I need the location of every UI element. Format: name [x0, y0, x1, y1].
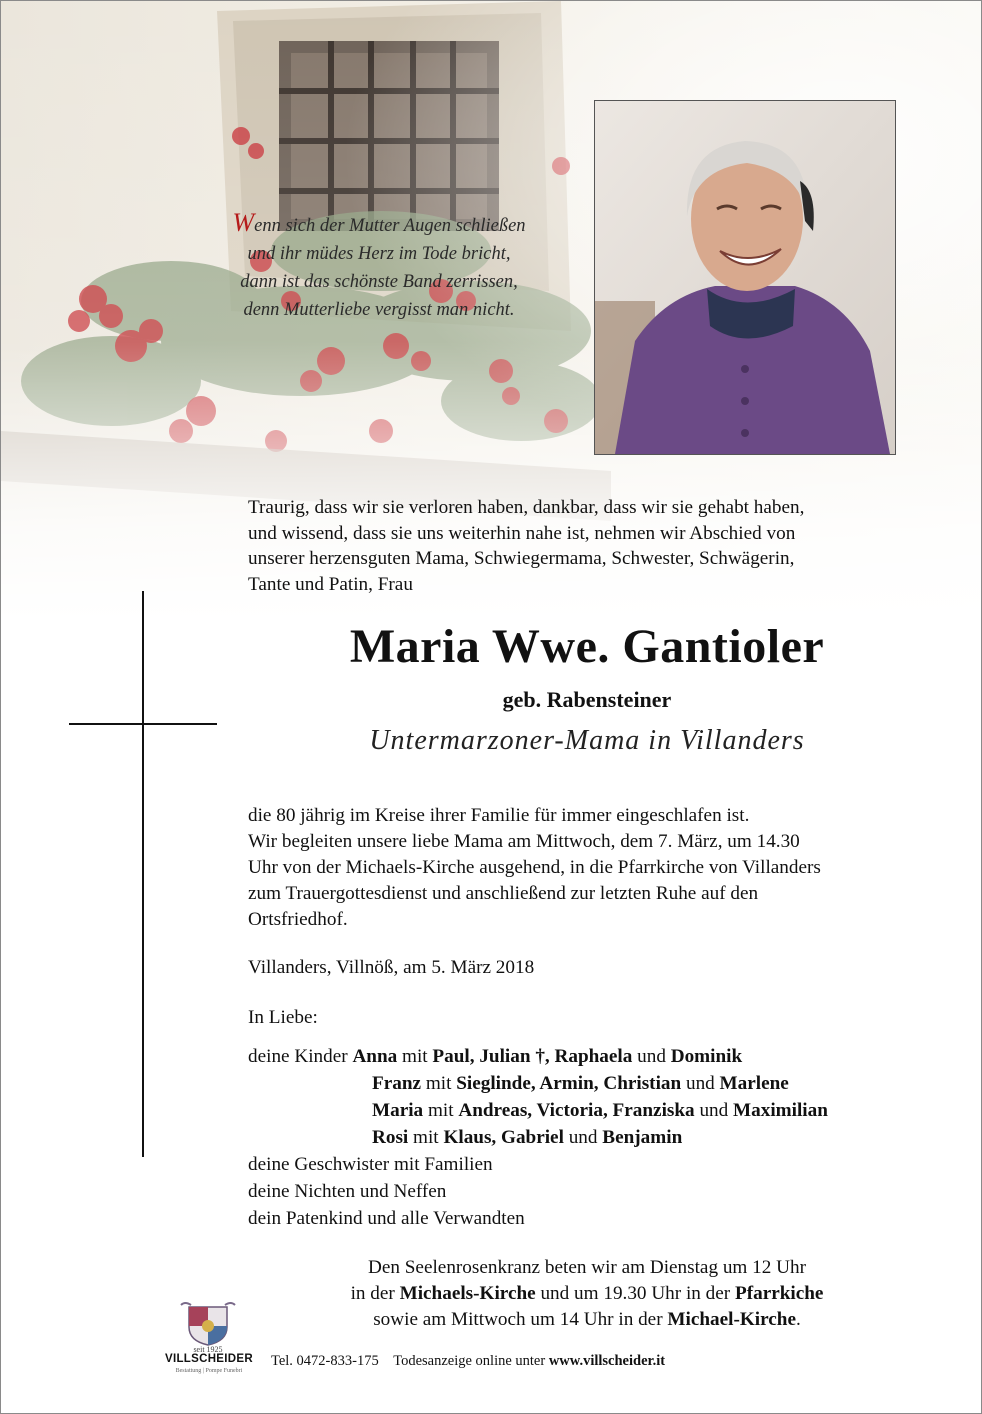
footer-online-label: Todesanzeige online unter	[393, 1353, 549, 1369]
family-kids-prefix: deine Kinder	[248, 1046, 353, 1067]
family-children-segment: Marlene	[719, 1073, 789, 1094]
family-children-row	[248, 1097, 828, 1124]
family-children-segment: Klaus, Gabriel	[443, 1127, 564, 1148]
family-children-segment: mit	[397, 1046, 433, 1067]
family-children-segment: mit	[421, 1073, 457, 1094]
rosary-segment: Den Seelenrosenkranz beten wir am Dienstag um 12 Uhr	[368, 1257, 806, 1278]
rosary-segment: sowie am Mittwoch um 14 Uhr in der	[373, 1309, 668, 1330]
family-children-segment: mit	[408, 1127, 444, 1148]
poem-line-4: denn Mutterliebe vergisst man nicht.	[243, 300, 515, 320]
family-children-row	[248, 1043, 828, 1070]
logo-tagline: Bestattung | Pompe Funebri	[175, 1368, 243, 1374]
cross-icon-bar	[69, 723, 217, 725]
family-other-row: deine Geschwister mit Familien	[248, 1154, 493, 1175]
logo-name: VILLSCHEIDER	[165, 1353, 253, 1365]
rosary-line	[247, 1255, 927, 1281]
rosary-segment: und um 19.30 Uhr in der	[535, 1283, 735, 1304]
family-children-segment: Maximilian	[733, 1100, 828, 1121]
rosary-line	[247, 1281, 927, 1307]
footer-website-link[interactable]: www.villscheider.it	[548, 1353, 666, 1369]
rosary-segment: .	[795, 1309, 801, 1330]
family-other-row: deine Nichten und Neffen	[248, 1181, 447, 1202]
place-date: Villanders, Villnöß, am 5. März 2018	[248, 957, 535, 978]
footer-phone: Tel. 0472-833-175	[271, 1353, 379, 1369]
family-children-segment: Dominik	[670, 1046, 743, 1067]
family-children-segment: Sieglinde, Armin, Christian	[456, 1073, 682, 1094]
family-children-row	[248, 1124, 828, 1151]
rosary-line	[247, 1307, 927, 1333]
intro-text: Traurig, dass wir sie verloren haben, dankbar, dass wir sie gehabt haben, und wissend, dass sie uns weiterhin nahe ist, nehmen wir Abschied von unserer herzensguten Mama, Schwiegermama, Schwester, Schwägerin, Tante und Patin, Frau	[248, 497, 805, 595]
birth-name: geb. Rabensteiner	[502, 687, 672, 712]
poem	[199, 209, 559, 324]
family-children-segment: Rosi	[372, 1127, 409, 1148]
family-children-segment: mit	[423, 1100, 459, 1121]
poem-line-3: dann ist das schönste Band zerrissen,	[240, 272, 518, 292]
family-children-segment: Franz	[372, 1073, 422, 1094]
poem-line-1: Wenn sich der Mutter Augen schließen	[232, 208, 526, 237]
in-love-label: In Liebe:	[248, 1007, 318, 1028]
portrait-photo	[594, 100, 896, 455]
family-children-segment: und	[681, 1073, 720, 1094]
nickname: Untermarzoner-Mama in Villanders	[369, 725, 805, 756]
cross-icon	[142, 591, 144, 1157]
family-other-row: dein Patenkind und alle Verwandten	[248, 1208, 525, 1229]
logo-since: seit 1925	[193, 1345, 223, 1354]
footer	[271, 1353, 665, 1370]
family-list	[248, 1043, 828, 1232]
family-children-row	[248, 1070, 828, 1097]
rosary-segment: Pfarrkiche	[734, 1283, 824, 1304]
family-children-segment: und	[632, 1046, 671, 1067]
deceased-name: Maria Wwe. Gantioler	[349, 620, 825, 673]
announcement-text: die 80 jährig im Kreise ihrer Familie für immer eingeschlafen ist. Wir begleiten unsere liebe Mama am Mittwoch, dem 7. März, um 14.30 Uhr von der Michaels-Kirche ausgehend, in die Pfarrkirche von Villanders zum Trauergottesdienst und anschließend zur letzten Ruhe auf den Ortsfriedhof.	[248, 805, 821, 930]
family-children-segment: Benjamin	[602, 1127, 683, 1148]
rosary-text	[247, 1255, 927, 1333]
rosary-segment: Michaels-Kirche	[399, 1283, 536, 1304]
rosary-segment: Michael-Kirche	[667, 1309, 796, 1330]
family-children-segment: Andreas, Victoria, Franziska	[458, 1100, 695, 1121]
rosary-segment: in der	[350, 1283, 400, 1304]
poem-line-2: und ihr müdes Herz im Tode bricht,	[247, 244, 511, 264]
family-children-segment: und	[694, 1100, 734, 1121]
family-children-segment: Maria	[372, 1100, 424, 1121]
family-children-segment: Paul, Julian †, Raphaela	[432, 1046, 633, 1067]
family-children-segment: und	[563, 1127, 603, 1148]
poem-initial: W	[232, 208, 255, 237]
family-children-segment: Anna	[352, 1046, 398, 1067]
